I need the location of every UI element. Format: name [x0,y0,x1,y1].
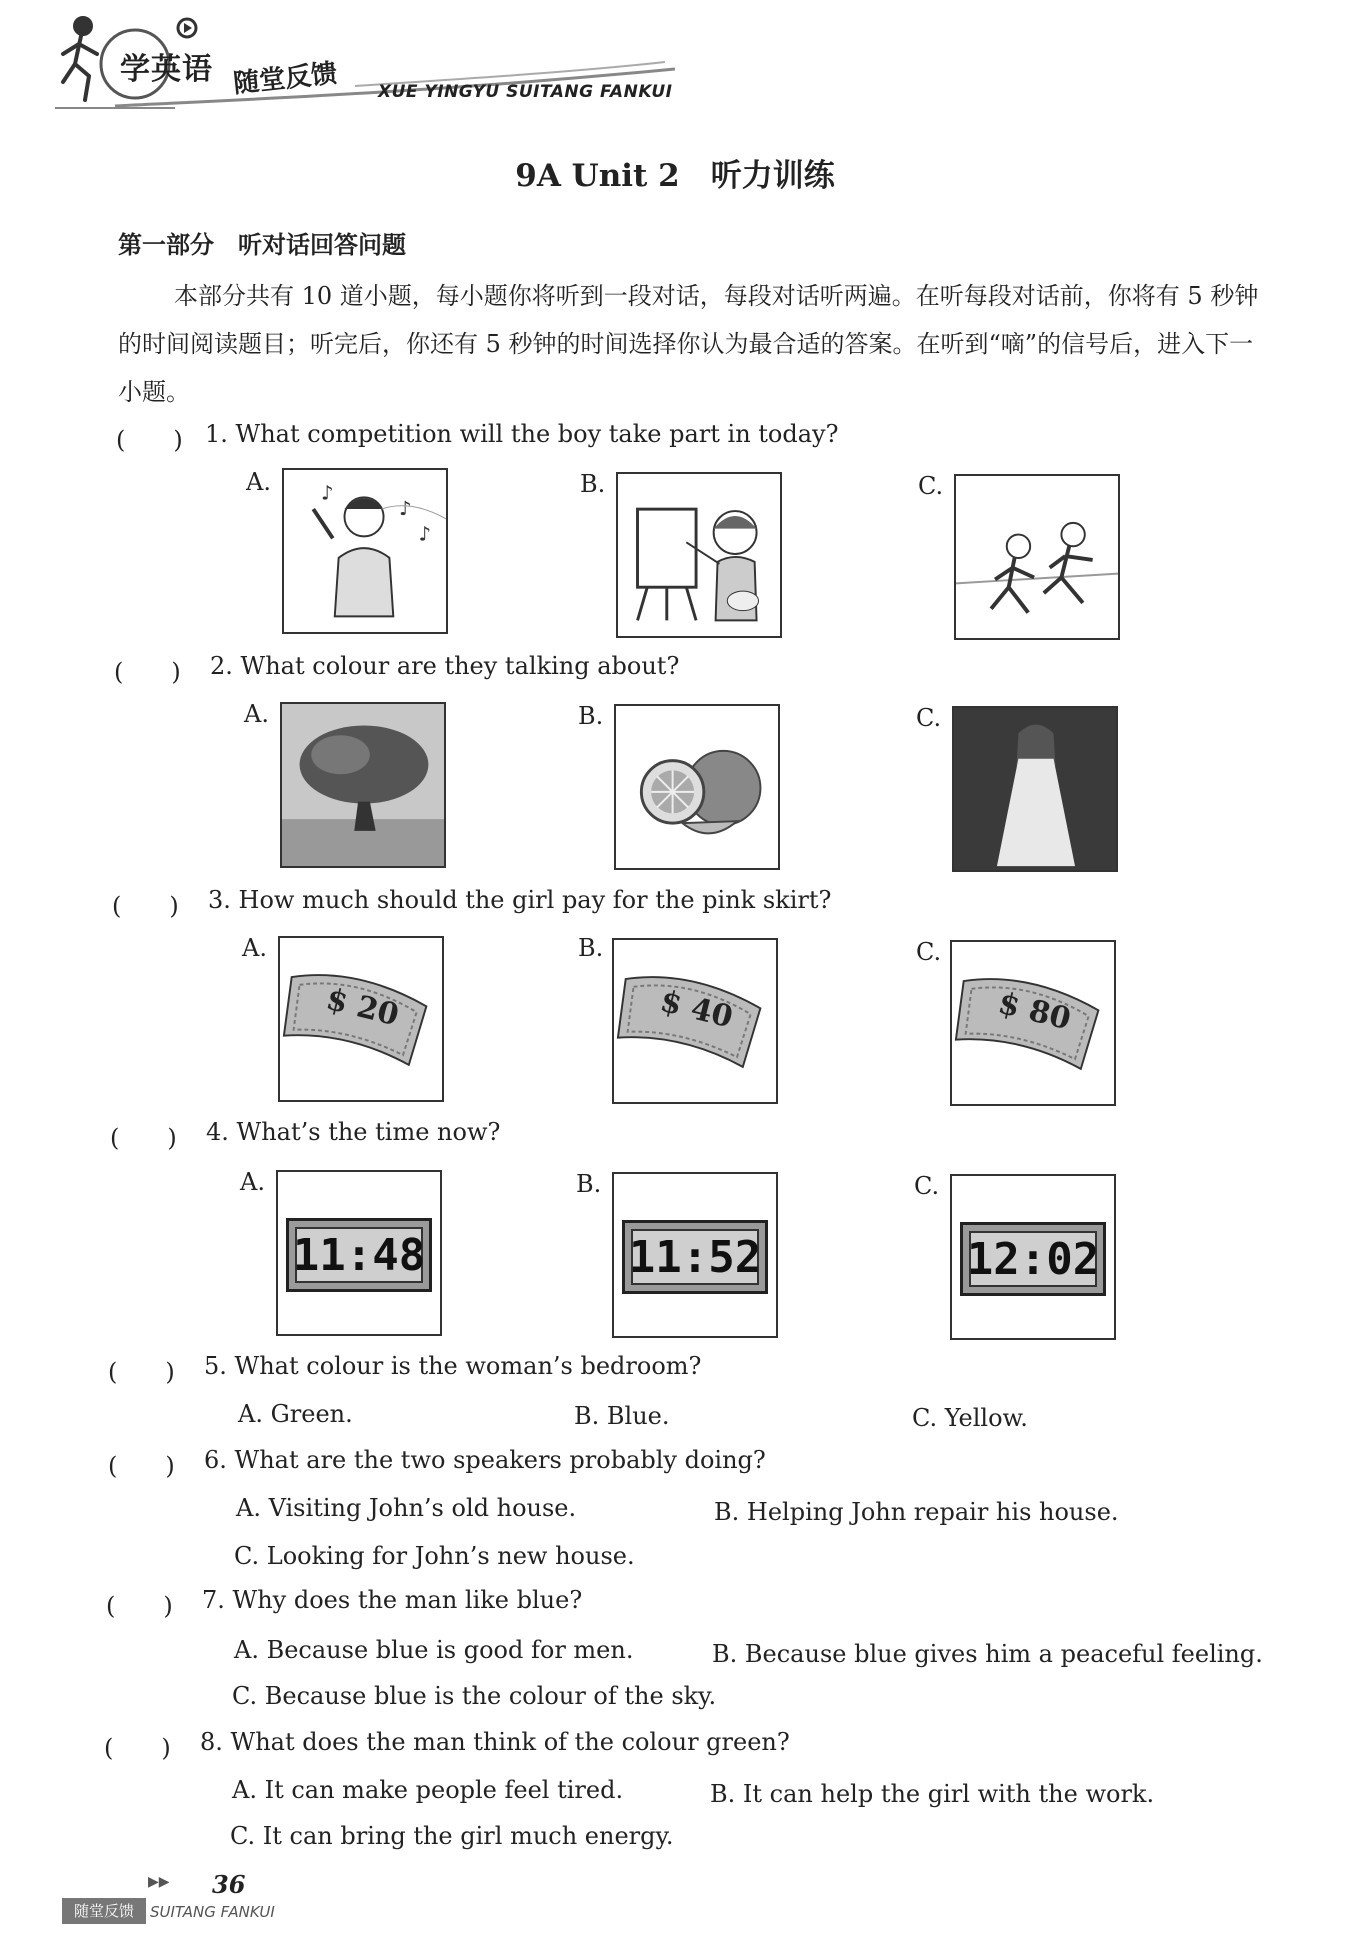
question-8 [200,1728,790,1756]
option-b-label: B. [580,470,606,498]
question-number: 1. [205,420,228,448]
option-c-image[interactable] [954,474,1120,640]
option-a[interactable]: A. It can make people feel tired. [232,1776,624,1804]
option-b-image[interactable] [612,1172,778,1338]
option-b-image[interactable] [614,704,780,870]
clock-time: 11:48 [295,1227,423,1283]
option-b[interactable]: B. Because blue gives him a peaceful feeling. [712,1640,1263,1668]
logo-english: XUE YINGYU SUITANG FANKUI [378,82,673,102]
option-b[interactable]: B. It can help the girl with the work. [710,1780,1155,1808]
answer-bracket[interactable]: ( ) [106,1592,173,1620]
svg-text:♪: ♪ [321,481,334,505]
option-c[interactable]: C. Because blue is the colour of the sky. [232,1682,717,1710]
woman-in-white-icon [954,708,1116,870]
digital-clock [960,1222,1106,1296]
option-c-label: C. [916,938,942,966]
digital-clock [622,1220,768,1294]
question-4 [206,1118,500,1146]
option-b-label: B. [576,1170,602,1198]
clock-time: 12:02 [969,1231,1097,1287]
digital-clock [286,1218,432,1292]
option-a[interactable]: A. Green. [238,1400,353,1428]
option-b-image[interactable] [612,938,778,1104]
question-5 [204,1352,701,1380]
logo-title: 学英语 [120,52,213,87]
question-number: 7. [202,1586,225,1614]
option-c[interactable]: C. It can bring the girl much energy. [230,1822,674,1850]
answer-bracket[interactable]: ( ) [116,426,183,454]
section-instructions: 本部分共有 10 道小题，每小题你将听到一段对话，每段对话听两遍。在听每段对话前，你将有 5 秒钟的时间阅读题目；听完后，你还有 5 秒钟的时间选择你认为最合适的答案。在听到“嘀”的信号后，进入下一小题。 [118,282,1259,406]
page-number: 36 [212,1870,246,1899]
option-c-label: C. [914,1172,940,1200]
question-number: 8. [200,1728,223,1756]
question-text: What does the man think of the colour green? [230,1728,790,1756]
question-text: What are the two speakers probably doing? [234,1446,766,1474]
option-c[interactable]: C. Yellow. [912,1404,1028,1432]
option-a-image[interactable] [276,1170,442,1336]
question-text: What competition will the boy take part in today? [235,420,839,448]
option-a-image[interactable] [280,702,446,868]
answer-bracket[interactable]: ( ) [108,1358,175,1386]
question-number: 4. [206,1118,229,1146]
option-c-label: C. [916,704,942,732]
arrow-icon: ▶▶ [148,1874,170,1890]
painting-boy-icon [618,474,780,636]
answer-bracket[interactable]: ( ) [108,1452,175,1480]
question-7 [202,1586,582,1614]
question-number: 5. [204,1352,227,1380]
answer-bracket[interactable]: ( ) [104,1734,171,1762]
runner-logo-icon [63,18,97,100]
option-a-label: A. [240,1168,265,1196]
question-3 [208,886,831,914]
option-a-label: A. [244,700,269,728]
svg-text:♪: ♪ [418,522,432,546]
footer-tag: 随堂反馈 [62,1898,146,1924]
option-a[interactable]: A. Visiting John’s old house. [236,1494,577,1522]
question-number: 3. [208,886,231,914]
question-text: What colour are they talking about? [240,652,680,680]
option-c-image[interactable] [950,940,1116,1106]
footer-english: SUITANG FANKUI [150,1903,275,1921]
banknote-amount: $ 80 [994,985,1075,1038]
question-1 [205,420,838,448]
question-text: How much should the girl pay for the pink skirt? [238,886,832,914]
answer-bracket[interactable]: ( ) [114,658,181,686]
answer-bracket[interactable]: ( ) [110,1124,177,1152]
page-title: 9A Unit 2 听力训练 [515,158,835,194]
question-text: What colour is the woman’s bedroom? [234,1352,702,1380]
banknote-amount: $ 20 [322,981,403,1034]
option-b-label: B. [578,702,604,730]
question-6 [204,1446,766,1474]
option-b[interactable]: B. Helping John repair his house. [714,1498,1119,1526]
question-text: What’s the time now? [236,1118,501,1146]
option-a[interactable]: A. Because blue is good for men. [234,1636,634,1664]
option-b[interactable]: B. Blue. [574,1402,670,1430]
option-a-image[interactable] [278,936,444,1102]
option-c-image[interactable] [952,706,1118,872]
question-2 [210,652,679,680]
answer-bracket[interactable]: ( ) [112,892,179,920]
option-c-image[interactable] [950,1174,1116,1340]
option-b-label: B. [578,934,604,962]
section-heading: 第一部分 听对话回答问题 [118,231,406,259]
tree-icon [282,704,444,866]
orange-icon [616,706,778,868]
option-c-label: C. [918,472,944,500]
option-a-image[interactable] [282,468,448,634]
running-boys-icon [956,476,1118,638]
question-number: 2. [210,652,233,680]
option-a-label: A. [242,934,267,962]
svg-text:♪: ♪ [399,496,412,520]
option-c[interactable]: C. Looking for John’s new house. [234,1542,635,1570]
option-a-label: A. [246,468,271,496]
banknote-amount: $ 40 [656,983,737,1036]
question-text: Why does the man like blue? [232,1586,583,1614]
option-b-image[interactable] [616,472,782,638]
question-number: 6. [204,1446,227,1474]
clock-time: 11:52 [631,1229,759,1285]
logo-subtitle: 随堂反馈 [231,58,339,100]
singing-boy-icon [284,470,446,632]
